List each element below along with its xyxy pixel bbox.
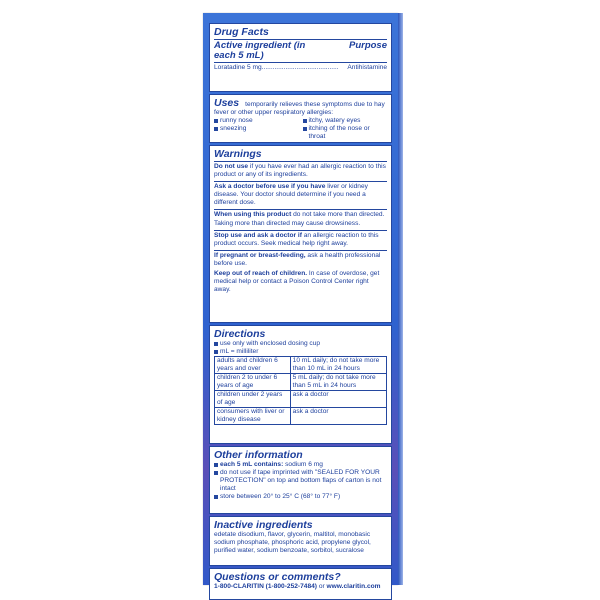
table-row — [215, 374, 387, 391]
product-box — [203, 13, 398, 590]
questions-section — [209, 568, 392, 600]
when-using-text: do not take more than directed. Taking more than directed may cause drowsiness. — [214, 211, 385, 227]
ask-doctor-label: Ask a doctor before use if you have — [214, 183, 326, 191]
stop-use-label: Stop use and ask a doctor if — [214, 231, 302, 239]
table-row — [215, 408, 387, 425]
use-item: runny nose — [220, 117, 253, 125]
bullet-icon — [214, 119, 218, 123]
bullet-icon — [214, 350, 218, 354]
do-not-use-text: if you have ever had an allergic reaction to this product or any of its ingredients. — [214, 163, 386, 179]
bullet-icon — [303, 119, 307, 123]
use-item: sneezing — [220, 125, 247, 133]
bullet-icon — [214, 463, 218, 467]
uses-intro: temporarily relieves these symptoms due to hay fever or other upper respiratory allergies: — [214, 101, 385, 117]
table-cell: ask a doctor — [290, 408, 386, 425]
inactive-ingredients-heading: Inactive ingredients — [214, 519, 313, 531]
pregnant-text: ask a health professional before use. — [214, 251, 381, 267]
or-text: or — [316, 583, 327, 590]
storage-text: store between 20° to 25° C (68° to 77° F) — [220, 493, 341, 501]
table-row — [215, 357, 387, 374]
directions-heading: Directions — [214, 328, 266, 340]
pregnant-label: If pregnant or breast-feeding, — [214, 251, 306, 259]
bullet-icon — [214, 495, 218, 499]
stop-use-text: an allergic reaction to this product occurs. Seek medical help right away. — [214, 231, 379, 247]
drug-facts-panel — [209, 23, 392, 590]
uses-section — [209, 94, 392, 143]
table-cell: adults and children 6 years and over — [215, 357, 291, 374]
keep-out-text: In case of overdose, get medical help or contact a Poison Control Center right away. — [214, 270, 380, 294]
purpose-heading: Purpose — [348, 40, 387, 51]
other-information-heading: Other information — [214, 449, 303, 461]
ask-doctor-text: liver or kidney disease. Your doctor should determine if you need a different dose. — [214, 183, 368, 207]
table-cell: children 2 to under 6 years of age — [215, 374, 291, 391]
table-cell: consumers with liver or kidney disease — [215, 408, 291, 425]
when-using-label: When using this product — [214, 211, 292, 219]
website-link: www.claritin.com — [326, 583, 381, 590]
other-information-section — [209, 446, 392, 514]
drug-facts-section — [209, 23, 392, 92]
inactive-ingredients-text: edetate disodium, flavor, glycerin, maltitol, monobasic sodium phosphate, phosphoric acid, propylene glycol, purified water, sodium benzoate, sorbitol, sucralose — [214, 531, 371, 555]
bullet-icon — [214, 342, 218, 346]
questions-heading: Questions or comments? — [214, 571, 341, 583]
ingredient-dots: .......................................... — [261, 64, 339, 71]
do-not-use-label: Do not use — [214, 163, 249, 170]
table-cell: 10 mL daily; do not take more than 10 mL in 24 hours — [290, 357, 386, 374]
dosing-table — [214, 356, 387, 425]
table-cell: 5 mL daily; do not take more than 5 mL in 24 hours — [290, 374, 386, 391]
drug-facts-title: Drug Facts — [214, 26, 269, 38]
bullet-icon — [214, 471, 218, 475]
ingredient-purpose: Antihistamine — [347, 64, 387, 71]
ingredient-name: Loratadine 5 mg — [214, 64, 262, 71]
table-cell: children under 2 years of age — [215, 391, 291, 408]
table-cell: ask a doctor — [290, 391, 386, 408]
warnings-section — [209, 145, 392, 323]
tamper-text: do not use if tape imprinted with "SEALED FOR YOUR PROTECTION" on top and bottom flaps of carton is not intact — [220, 469, 382, 493]
use-item: itching of the nose or throat — [308, 125, 370, 141]
keep-out-label: Keep out of reach of children. — [214, 270, 308, 278]
sodium-label: each 5 mL contains: — [220, 461, 284, 468]
inactive-ingredients-section — [209, 516, 392, 566]
table-row — [215, 391, 387, 408]
bullet-icon — [214, 127, 218, 131]
sodium-text: sodium 6 mg — [283, 461, 323, 468]
uses-heading: Uses — [214, 97, 240, 109]
phone-number: 1-800-CLARITIN (1-800-252-7484) — [214, 583, 317, 590]
directions-section — [209, 325, 392, 444]
direction-bullet: use only with enclosed dosing cup — [220, 340, 321, 347]
bullet-icon — [303, 127, 307, 131]
direction-bullet: mL = milliliter — [220, 348, 259, 356]
active-ingredient-heading: Active ingredient (in each 5 mL) — [214, 40, 306, 61]
warnings-heading: Warnings — [214, 148, 262, 160]
use-item: itchy, watery eyes — [308, 117, 361, 125]
